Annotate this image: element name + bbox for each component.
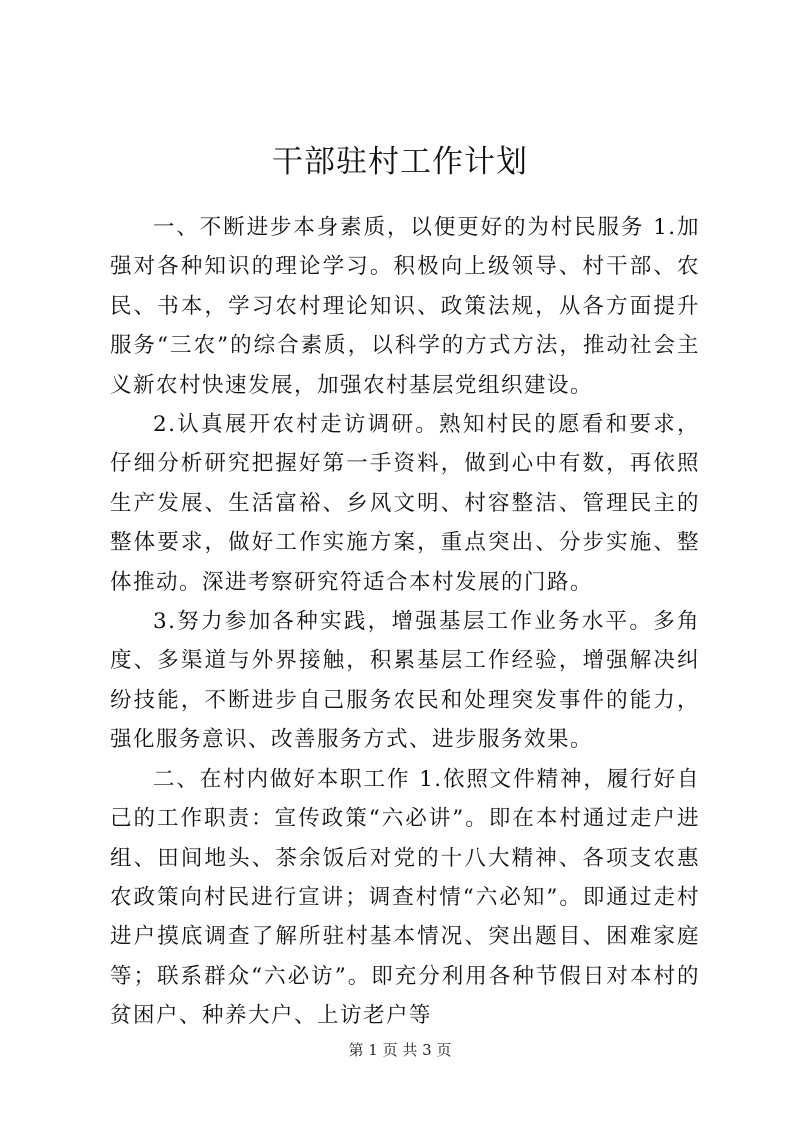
paragraph: 3.努力参加各种实践，增强基层工作业务水平。多角度、多渠道与外界接触，积累基层工作经验，增强解决纠纷技能，不断进步自己服务农民和处理突发事件的能力，强化服务意识、改善服务方式、进步服务效果。	[110, 609, 700, 753]
paragraph: 二、在村内做好本职工作 1.依照文件精神，履行好自己的工作职责：宣传政策“六必讲”。即在本村通过走户进组、田间地头、茶余饭后对党的十八大精神、各项支农惠农政策向村民进行宣讲；调查村情“六必知”。即通过走村进户摸底调查了解所驻村基本情况、突出题目、困难家庭等；联系群众“六必访”。即充分利用各种节假日对本村的贫困户、种养大户、上访老户等	[110, 766, 700, 1029]
paragraph: 2.认真展开农村走访调研。熟知村民的愿看和要求，仔细分析研究把握好第一手资料，做到心中有数，再依照生产发展、生活富裕、乡风文明、村容整洁、管理民主的整体要求，做好工作实施方案，重点突出、分步实施、整体推动。深进考察研究符适合本村发展的门路。	[110, 412, 700, 595]
page-footer: 第 1 页 共 3 页	[348, 1041, 452, 1059]
document-body	[110, 208, 700, 1036]
paragraph: 一、不断进步本身素质，以便更好的为村民服务 1.加强对各种知识的理论学习。积极向上级领导、村干部、农民、书本，学习农村理论知识、政策法规，从各方面提升服务“三农”的综合素质，以科学的方式方法，推动社会主义新农村快速发展，加强农村基层党组织建设。	[110, 215, 700, 398]
page-title: 干部驻村工作计划	[272, 144, 528, 180]
